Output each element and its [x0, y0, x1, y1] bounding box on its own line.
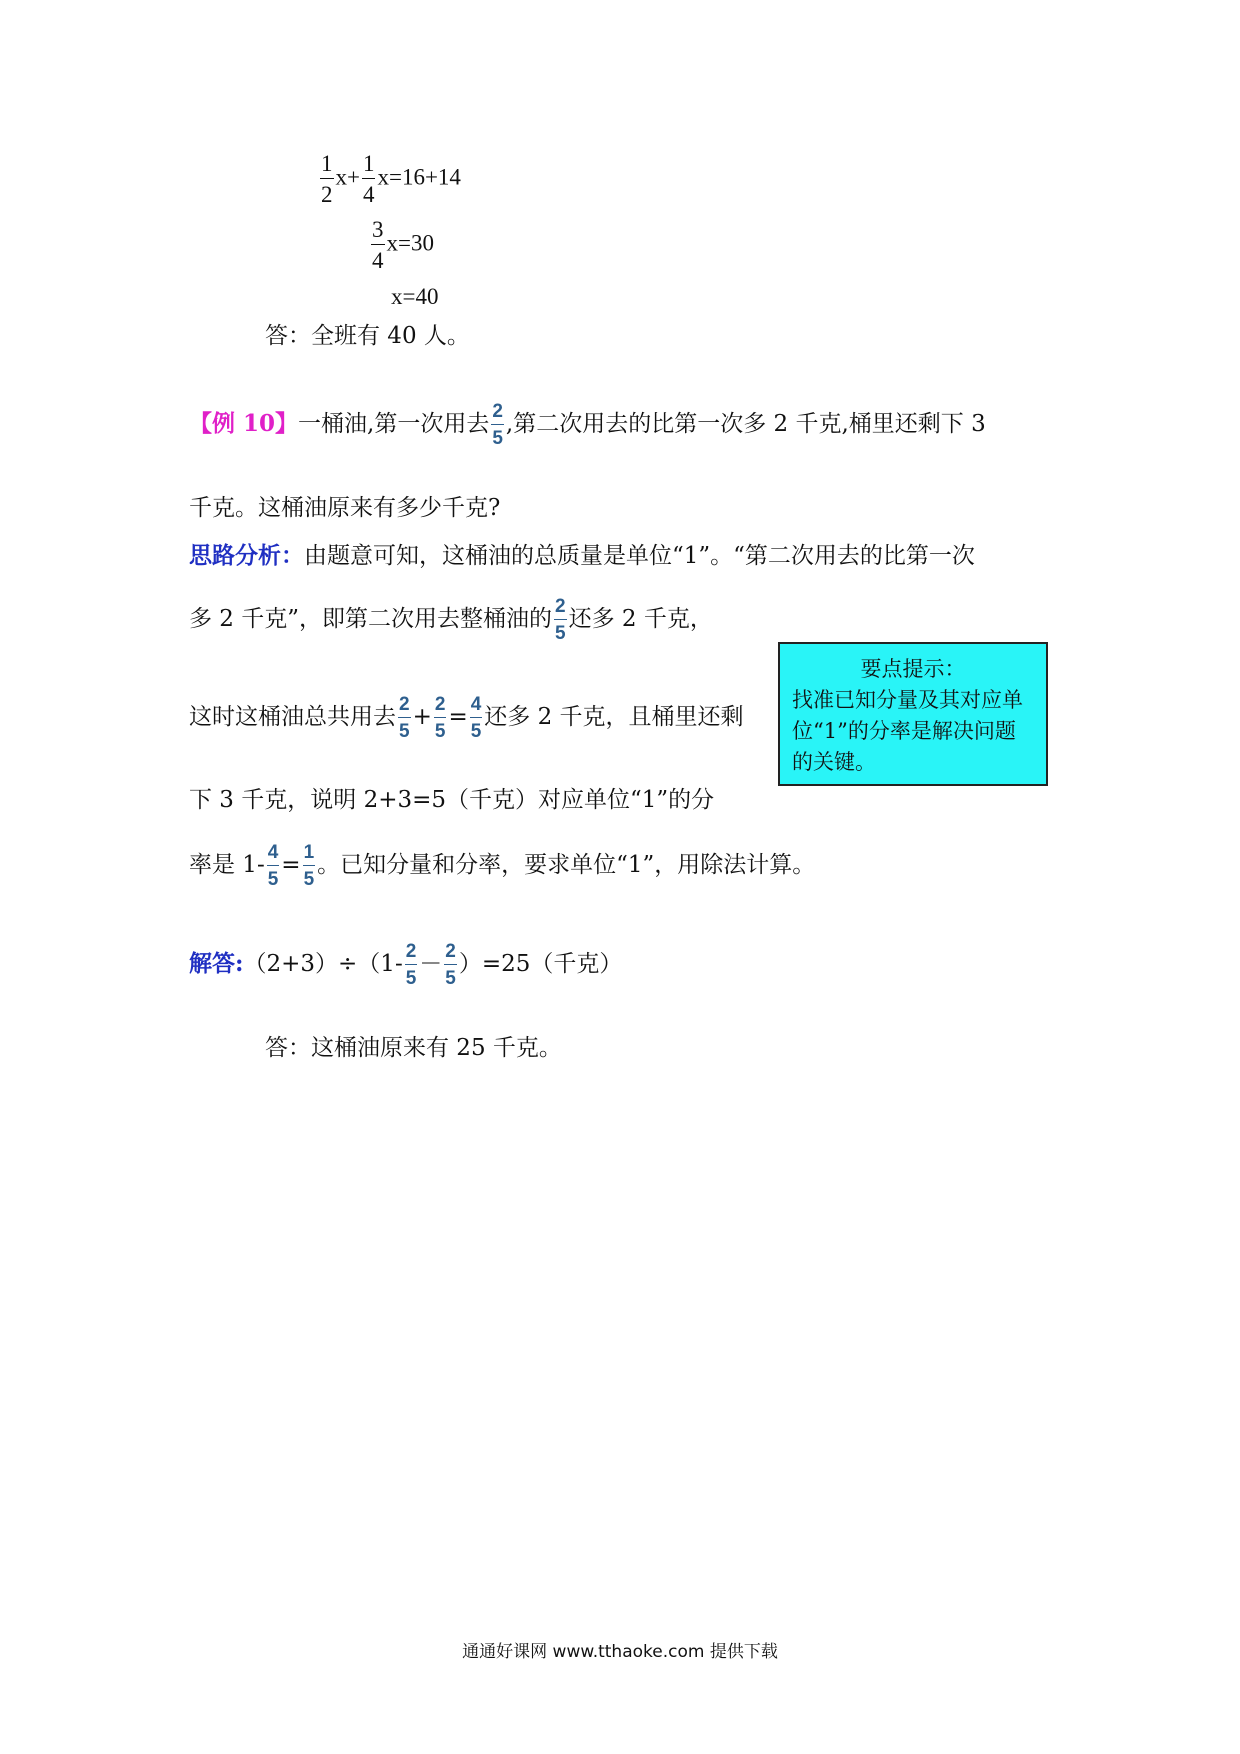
tip-title: 要点提示：: [860, 657, 966, 681]
fraction: $\frac{2}{5}$: [492, 401, 503, 449]
fraction: $\frac{4}{5}$: [267, 842, 279, 890]
example-line-2: 千克。这桶油原来有多少千克?: [189, 495, 501, 521]
analysis-line-3: 这时这桶油总共用去 $\frac{2}{5}$ + $\frac{2}{5}$ = $\frac{4}{5}$ 还多 2 千克，且桶里还剩: [189, 694, 744, 742]
tip-line: 的关键。: [792, 750, 876, 774]
equation-text: x=30: [386, 230, 434, 256]
tip-line: 找准已知分量及其对应单: [792, 688, 1023, 712]
analysis-line-1: 思路分析：由题意可知，这桶油的总质量是单位“1”。“第二次用去的比第一次: [189, 542, 975, 569]
equation-line-1: [318, 152, 461, 206]
analysis-line-4: 下 3 千克，说明 2+3=5（千克）对应单位“1”的分: [189, 787, 715, 813]
solution-answer: 答：这桶油原来有 25 千克。: [265, 1035, 562, 1061]
solution-label: 解答:: [189, 950, 244, 977]
equation-line-3: x=40: [391, 284, 439, 309]
example-line-1: 【例 10】一桶油,第一次用去 $\frac{2}{5}$ ,第二次用去的比第一次多 2 千克,桶里还剩下 3: [189, 401, 986, 449]
fraction: $\frac{3}{4}$: [372, 217, 384, 273]
analysis-label: 思路分析：: [189, 542, 304, 569]
fraction: $\frac{2}{5}$: [405, 941, 417, 989]
equation-text: x=16+14: [377, 164, 461, 190]
fraction: $\frac{4}{5}$: [470, 694, 482, 742]
analysis-line-5: 率是 1- $\frac{4}{5}$ = $\frac{1}{5}$ 。已知分量和分率，要求单位“1”，用除法计算。: [189, 842, 816, 890]
tip-box: [778, 642, 1048, 786]
fraction: $\frac{2}{5}$: [445, 941, 456, 989]
fraction: $\frac{2}{5}$: [399, 694, 410, 742]
fraction: $\frac{1}{4}$: [362, 151, 375, 207]
page-footer: 通通好课网 www.tthaoke.com 提供下载: [462, 1642, 778, 1662]
tip-line: 位“1”的分率是解决问题: [792, 719, 1016, 743]
answer-top: 答：全班有 40 人。: [265, 323, 470, 349]
example-label: 【例 10】: [189, 410, 299, 437]
fraction: $\frac{2}{5}$: [555, 596, 566, 644]
solution-line: 解答:（2+3）÷（1- $\frac{2}{5}$ － $\frac{2}{5}$ ）=25（千克）: [189, 941, 623, 989]
fraction: $\frac{2}{5}$: [434, 694, 446, 742]
fraction: $\frac{1}{5}$: [303, 842, 315, 890]
equation-text: x+: [335, 164, 360, 190]
analysis-line-2: 多 2 千克”，即第二次用去整桶油的 $\frac{2}{5}$ 还多 2 千克，: [189, 596, 713, 644]
equation-line-2: [369, 218, 434, 272]
fraction: $\frac{1}{2}$: [321, 151, 333, 207]
